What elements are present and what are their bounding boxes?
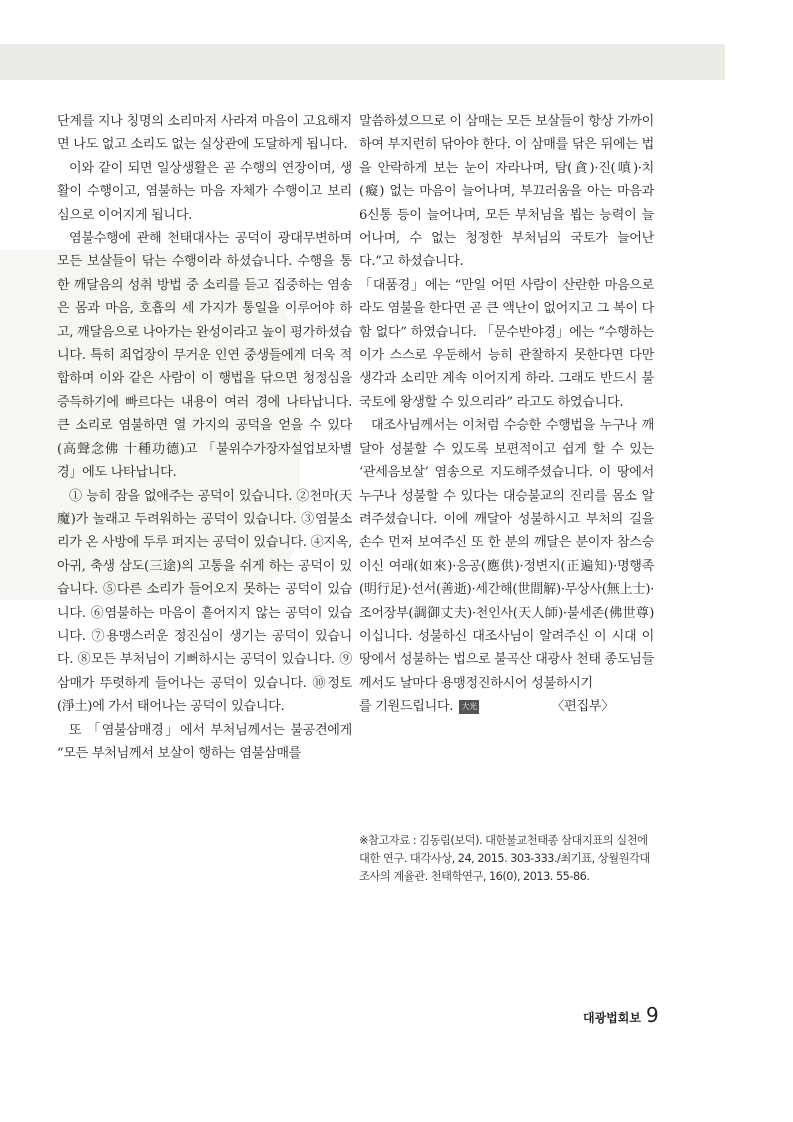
- reference-note: ※참고자료 : 김동림(보덕). 대한불교천태종 삼대지표의 실천에 대한 연구. 대각사상, 24, 2015. 303-333./최기표, 상월원각대조사의 계율관. 천태학연구, 16(0), 2013. 55-86.: [359, 834, 650, 883]
- paragraph: 단계를 지나 칭명의 소리마저 사라져 마음이 고요해지면 나도 없고 소리도 없는 실상관에 도달하게 됩니다.: [57, 114, 352, 153]
- page-footer: [583, 1003, 659, 1027]
- byline: 〈편집부〉: [551, 699, 614, 715]
- closing-line: 를 기원드립니다.: [359, 699, 454, 715]
- paragraph: 또 「염불삼매경」에서 부처님께서는 불공견에게 “모든 부처님께서 보살이 행하는 염불삼매를: [57, 722, 352, 761]
- paragraph: 이와 같이 되면 일상생활은 곧 수행의 연장이며, 생활이 수행이고, 염불하는 마음 자체가 수행이고 보리심으로 이어지게 됩니다.: [57, 160, 352, 223]
- header-band: [0, 44, 725, 80]
- paragraph: 말씀하셨으므로 이 삼매는 모든 보살들이 항상 가까이하여 부지런히 닦아야 한다. 이 삼매를 닦은 뒤에는 법을 안락하게 보는 눈이 자라나며, 탐(貪)·진(嗔)·치(癡) 없는 마음이 늘어나며, 부끄러움을 아는 마음과 6신통 등이 늘어나며, 모든 부처님을 뵙는 능력이 늘어나며, 수 없는 청정한 부처님의 국토가 늘어난다.”고 하셨습니다.: [359, 114, 654, 270]
- left-column: [57, 110, 352, 765]
- paragraph: 염불수행에 관해 천태대사는 공덕이 광대무변하며 모든 보살들이 닦는 수행이라 하셨습니다. 수행을 통한 깨달음의 성취 방법 중 소리를 듣고 집중하는 염송은 몸과 마음, 호흡의 세 가지가 통일을 이루어야 하고, 깨달음으로 나아가는 완성이라고 높이 평가하셨습니다. 특히 죄업장이 무거운 인연 중생들에게 더욱 적합하며 이와 같은 사람이 이 행법을 닦으면 청정심을 증득하기에 빠르다는 내용이 여러 경에 나타납니다. 큰 소리로 염불하면 열 가지의 공덕을 얻을 수 있다(高聲念佛 十種功德)고 「불위수가장자설업보차별경」에도 나타납니다.: [57, 231, 352, 481]
- paragraph: ① 능히 잠을 없애주는 공덕이 있습니다. ②천마(天魔)가 놀래고 두려워하는 공덕이 있습니다. ③염불소리가 온 사방에 두루 퍼지는 공덕이 있습니다. ④지옥, 아귀, 축생 삼도(三途)의 고통을 쉬게 하는 공덕이 있습니다. ⑤다른 소리가 들어오지 못하는 공덕이 있습니다. ⑥염불하는 마음이 흩어지지 않는 공덕이 있습니다. ⑦용맹스러운 정진심이 생기는 공덕이 있습니다. ⑧모든 부처님이 기뻐하시는 공덕이 있습니다. ⑨삼매가 뚜렷하게 들어나는 공덕이 있습니다. ⑩정토(淨土)에 가서 태어나는 공덕이 있습니다.: [57, 488, 352, 715]
- page-number: 9: [645, 1003, 659, 1027]
- paragraph: 「대품경」에는 “만일 어떤 사람이 산란한 마음으로라도 염불을 한다면 곧 큰 액난이 없어지고 그 복이 다함 없다” 하였습니다. 「문수반야경」에는 “수행하는 이가 스스로 우둔해서 능히 관찰하지 못한다면 다만 생각과 소리만 계속 이어지게 하라. 그래도 반드시 불국토에 왕생할 수 있으리라” 라고도 하였습니다.: [359, 277, 654, 410]
- closing-row: [359, 695, 654, 718]
- publisher-stamp-icon: 大光: [459, 700, 479, 714]
- right-column: [359, 110, 654, 719]
- publication-name: 대광법회보: [583, 1011, 641, 1025]
- paragraph: 대조사님께서는 이처럼 수승한 수행법을 누구나 깨달아 성불할 수 있도록 보편적이고 쉽게 할 수 있는 ‘관세음보살’ 염송으로 지도해주셨습니다. 이 땅에서 누구나 성불할 수 있다는 대승불교의 진리를 몸소 알려주셨습니다. 이에 깨달아 성불하시고 부처의 길을 손수 먼저 보여주신 또 한 분의 깨달은 분이자 참스승이신 여래(如來)·응공(應供)·정변지(正遍知)·명행족(明行足)·선서(善逝)·세간해(世間解)·무상사(無上士)·조어장부(調御丈夫)·천인사(天人師)·불세존(佛世尊)이십니다. 성불하신 대조사님이 알려주신 이 시대 이 땅에서 성불하는 법으로 불곡산 대광사 천태 종도님들께서도 날마다 용맹정진하시어 성불하시기: [359, 418, 654, 691]
